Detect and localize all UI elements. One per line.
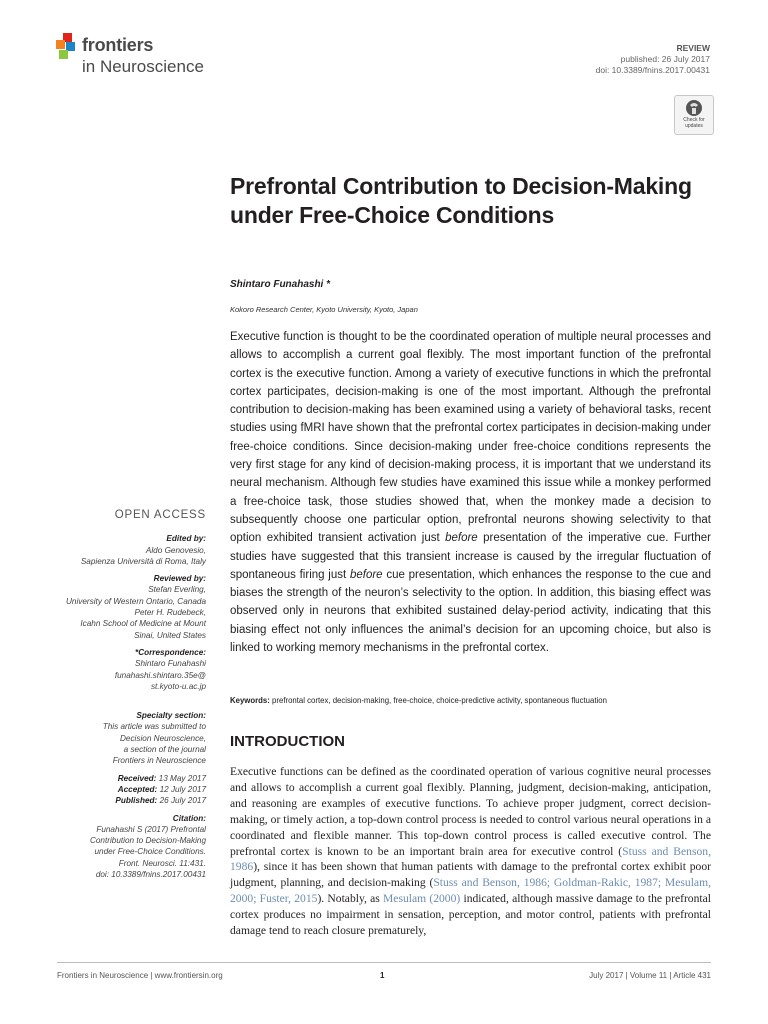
specialty-line: a section of the journal — [123, 745, 206, 755]
check-for-updates-button[interactable] — [674, 95, 714, 135]
abstract — [230, 328, 711, 657]
reviewer-line[interactable]: Stefan Everling, — [148, 585, 206, 595]
editor-line[interactable]: Aldo Genovesio, — [145, 545, 206, 555]
article-info-sidebar — [36, 510, 206, 880]
reviewer-line: University of Western Ontario, Canada — [65, 596, 206, 606]
citation-link[interactable]: Stuss and Benson, 1986 — [230, 844, 711, 874]
journal-brand: frontiers — [82, 35, 154, 55]
page-number: 1 — [380, 971, 385, 980]
section-heading-introduction: INTRODUCTION — [230, 733, 345, 750]
abstract-text: Executive function is thought to be the coordinated operation of multiple neural processes and allows to accomplish a current goal flexibly. The most important function of the prefrontal cortex is the executive function. Among a variety of executive functions in which the prefrontal cortex participates, decision-making is one of the most important. Although the prefrontal contribution to decision-making has been examined using a variety of behavioral tasks, recent studies using fMRI have shown that the prefrontal cortex participates in decision-making under free-choice conditions. Since decision-making under free-choice conditions represents the very first stage for any kind of decision-making process, it is important that we understand its neural mechanism. Although few studies have examined this issue while a monkey performed a free-choice task, those studies showed that, when the monkey made a decision to subsequently choose one particular option, prefrontal neurons showing selectivity to that option exhibited transient activation just before presentation of the imperative cue. Further studies have suggested that this transient increase is caused by the irregular fluctuation of spontaneous firing just before cue presentation, which enhances the response to the cue and biases the strength of the neuron’s selectivity to the option. In addition, this biasing effect was observed only in neurons that exhibited sustained delay-period activity, indicating that this biasing effect not only influences the animal’s decision for an upcoming choice, but also is linked to working memory mechanisms in the prefrontal cortex. — [230, 331, 711, 655]
citation-line: under Free-Choice Conditions. — [94, 847, 206, 857]
citation-line: Front. Neurosci. 11:431. — [118, 858, 206, 868]
specialty-line[interactable]: Frontiers in Neuroscience — [112, 756, 206, 766]
citation-doi[interactable]: doi: 10.3389/fnins.2017.00431 — [95, 870, 206, 880]
author-affiliation: Kokoro Research Center, Kyoto University, Kyoto, Japan — [230, 305, 418, 314]
article-title: Prefrontal Contribution to Decision-Making under Free-Choice Conditions — [230, 173, 692, 228]
journal-logo[interactable] — [54, 33, 224, 81]
accepted-date: Accepted: 12 July 2017 — [117, 784, 206, 794]
citation-label: Citation: — [172, 813, 206, 823]
citation-line: Funahashi S (2017) Prefrontal — [96, 824, 206, 834]
reviewer-line[interactable]: Peter H. Rudebeck, — [134, 608, 206, 618]
reviewed-by-label: Reviewed by: — [153, 574, 206, 584]
keywords-text: prefrontal cortex, decision-making, free-choice, choice-predictive activity, spontaneous fluctuation — [272, 696, 607, 705]
published-date: published: 26 July 2017 — [620, 54, 710, 64]
keywords-label: Keywords: — [230, 696, 270, 705]
doi[interactable]: doi: 10.3389/fnins.2017.00431 — [595, 65, 710, 75]
introduction-body: Executive functions can be defined as the coordinated operation of various cognitive neural processes and allows to accomplish a current goal flexibly. Planning, judgment, decision-making, anticipation, and reasoning are examples of executive functions. To achieve proper judgment, correct decision-making, or timely action, a top-down control process is needed to control various neural operations in a coordinated and flexible manner. This top-down control process is called executive control. The prefrontal cortex is known to be an important brain area for executive control (Stuss and Benson, 1986), since it has been shown that human patients with damage to the prefrontal cortex exhibit poor judgment, planning, and decision-making (Stuss and Benson, 1986; Goldman-Rakic, 1987; Mesulam, 2000; Fuster, 2015). Notably, as Mesulam (2000) indicated, although massive damage to the prefrontal cortex produces no impairment in sensation, perception, and motor control, patients with prefrontal damage tend to reach closure prematurely, — [230, 765, 711, 938]
frontiers-logo-icon — [54, 33, 80, 61]
reviewer-line: Icahn School of Medicine at Mount — [80, 619, 206, 629]
specialty-line[interactable]: Decision Neuroscience, — [119, 733, 206, 743]
specialty-line: This article was submitted to — [102, 722, 206, 732]
correspondence-label: *Correspondence: — [135, 647, 206, 657]
open-access-label: OPEN ACCESS — [114, 509, 206, 521]
author-name[interactable]: Shintaro Funahashi * — [230, 279, 331, 290]
citation-link[interactable]: Stuss and Benson, 1986; Goldman-Rakic, 1987; Mesulam, 2000; Fuster, 2015 — [230, 876, 711, 906]
specialty-section-label: Specialty section: — [136, 711, 206, 721]
article-type: REVIEW — [676, 43, 710, 53]
footer-journal-link[interactable]: Frontiers in Neuroscience | www.frontiersin.org — [57, 971, 223, 980]
correspondence-email[interactable]: funahashi.shintaro.35e@ — [114, 670, 206, 680]
footer-issue-info: July 2017 | Volume 11 | Article 431 — [589, 971, 711, 980]
citation-link[interactable]: Mesulam (2000) — [382, 892, 461, 906]
published-date-sidebar: Published: 26 July 2017 — [115, 796, 206, 806]
editor-line: Sapienza Università di Roma, Italy — [80, 556, 206, 566]
received-date: Received: 13 May 2017 — [117, 773, 206, 783]
correspondence-email[interactable]: st.kyoto-u.ac.jp — [150, 681, 206, 691]
keywords — [230, 696, 711, 705]
check-for-updates-label: Check for updates — [683, 117, 705, 129]
article-meta-header — [596, 43, 710, 76]
crossmark-icon — [684, 99, 704, 117]
footer-divider — [57, 962, 711, 963]
journal-name: in Neuroscience — [82, 57, 204, 76]
correspondence-line: Shintaro Funahashi — [134, 659, 206, 669]
reviewer-line: Sinai, United States — [134, 630, 206, 640]
edited-by-label: Edited by: — [166, 534, 206, 544]
citation-line: Contribution to Decision-Making — [89, 836, 206, 846]
